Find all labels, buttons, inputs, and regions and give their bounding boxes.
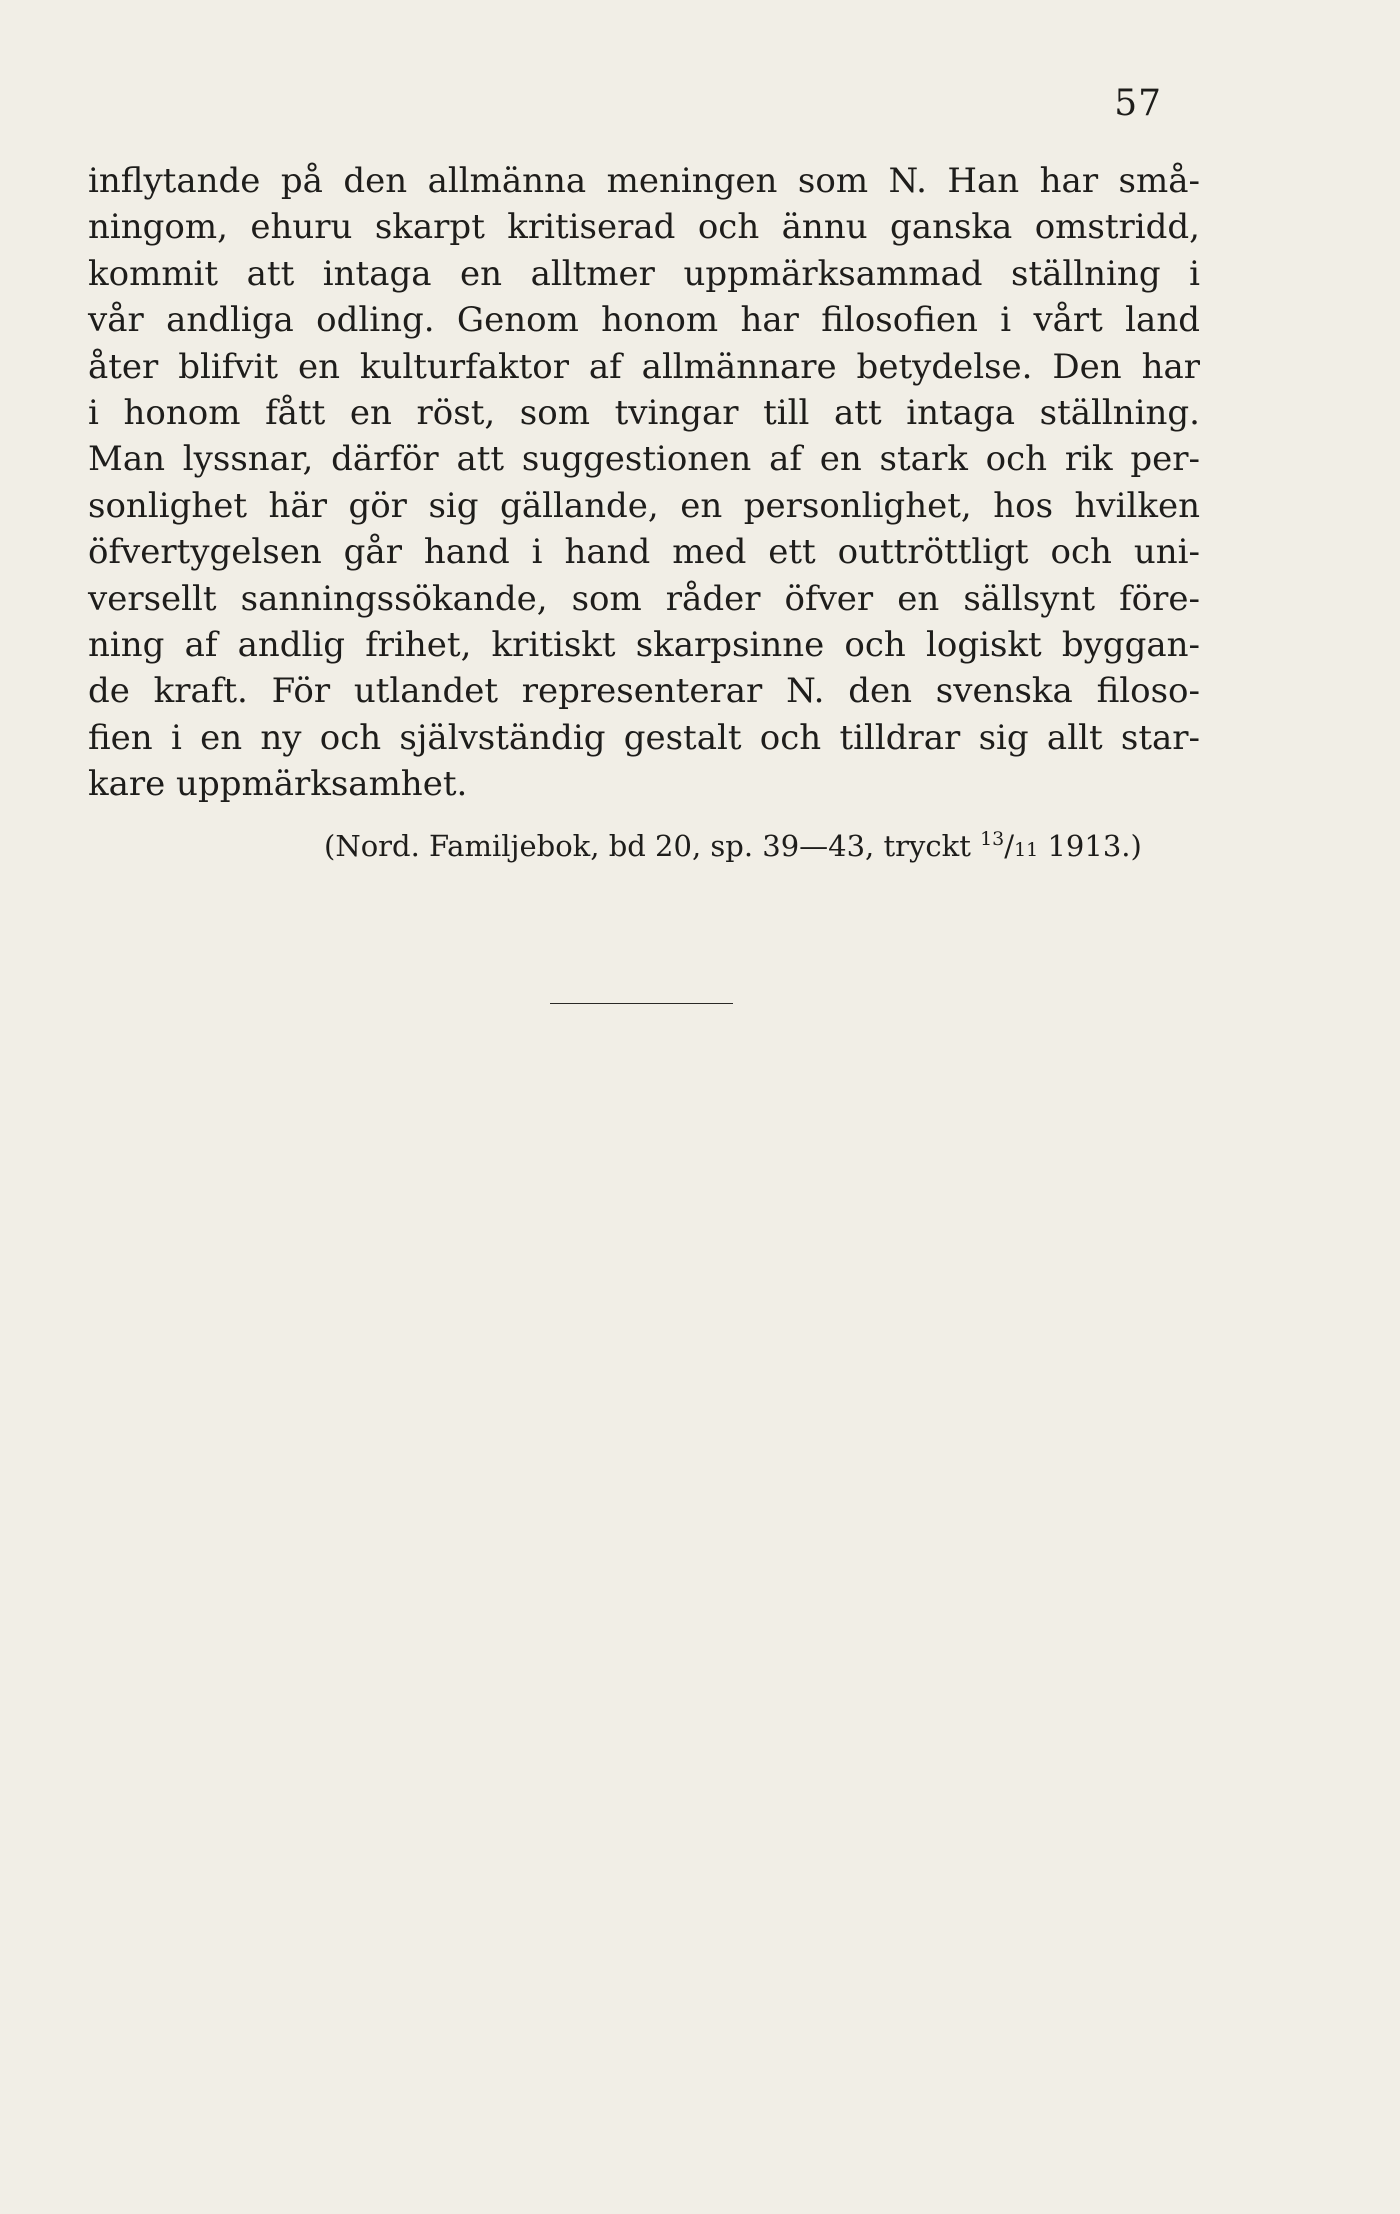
text-line: Man lyssnar, därför att suggestionen af en stark och rik per- (88, 439, 1200, 480)
text-line-last: kare uppmärksamhet. (88, 764, 468, 805)
text-line: i honom fått en röst, som tvingar till att intaga ställning. (88, 392, 1200, 433)
text-line: versellt sanningssökande, som råder öfver en sällsynt före- (88, 578, 1200, 619)
text-line: ning af andlig frihet, kritiskt skarpsinne och logiskt byggan- (88, 624, 1200, 665)
text-line: inflytande på den allmänna meningen som N. Han har små- (88, 161, 1200, 201)
citation-day: 13 (980, 828, 1005, 850)
text-line: fien i en ny och självständig gestalt och tilldrar sig allt star- (88, 717, 1200, 758)
text-line: kommit att intaga en alltmer uppmärksammad ställning i (88, 253, 1200, 294)
citation-prefix: (Nord. Familjebok, bd 20, sp. 39—43, tryckt (324, 829, 981, 863)
text-line: ningom, ehuru skarpt kritiserad och ännu ganska omstridd, (88, 207, 1200, 248)
text-line: öfvertygelsen går hand i hand med ett outtröttligt och uni- (88, 532, 1200, 573)
page-number: 57 (1114, 83, 1162, 124)
text-line: vår andliga odling. Genom honom har filosofien i vårt land (88, 300, 1200, 341)
body-paragraph (88, 158, 1200, 807)
citation-slash: / (1004, 829, 1015, 863)
text-line: de kraft. För utlandet representerar N. den svenska filoso- (88, 671, 1200, 712)
section-divider (550, 1003, 733, 1004)
citation-suffix: 1913.) (1038, 829, 1142, 863)
source-citation (324, 826, 1142, 866)
text-line: sonlighet här gör sig gällande, en personlighet, hos hvilken (88, 485, 1200, 526)
text-line: åter blifvit en kulturfaktor af allmännare betydelse. Den har (88, 346, 1200, 387)
citation-month: 11 (1014, 839, 1039, 861)
